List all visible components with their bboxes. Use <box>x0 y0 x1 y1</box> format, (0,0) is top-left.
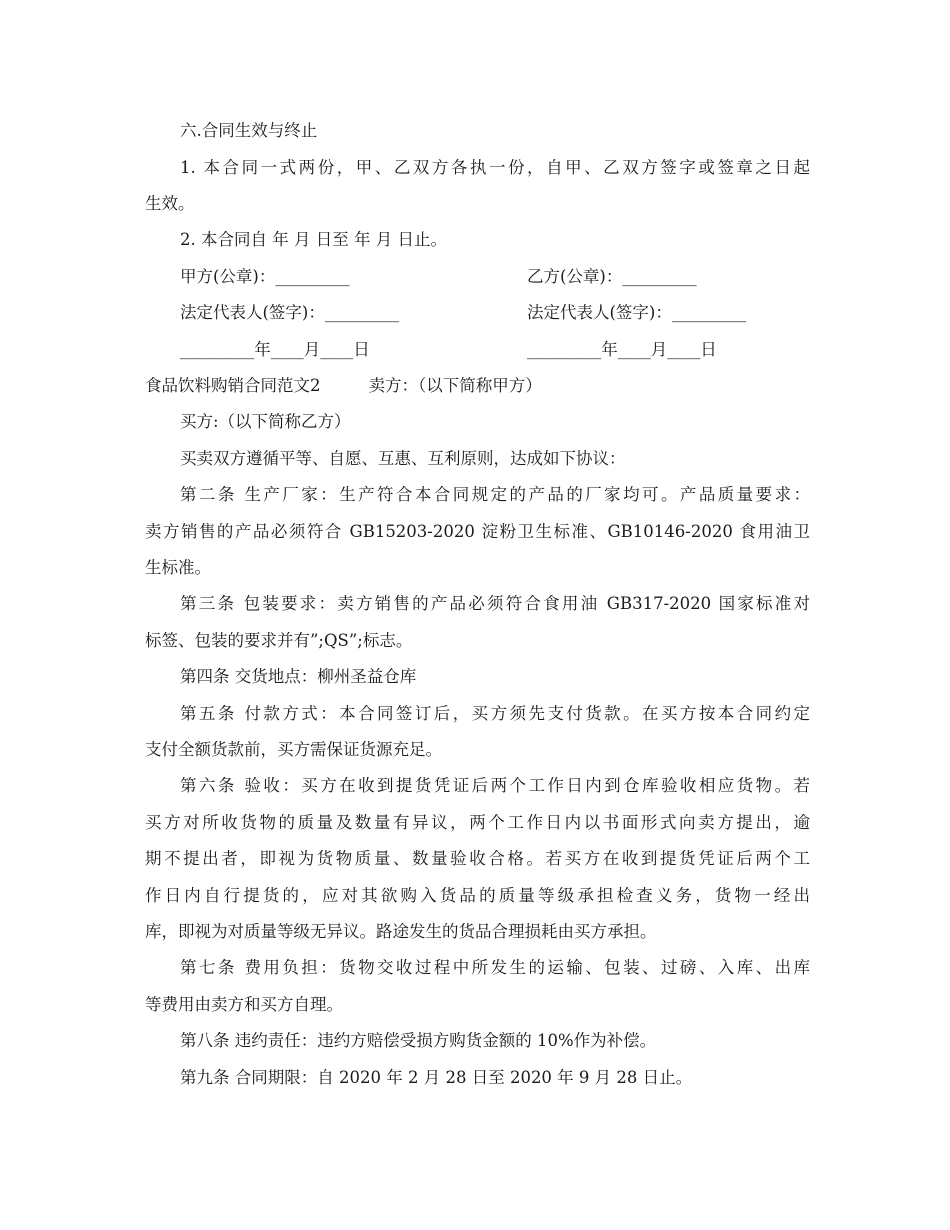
article-6-line: 期不提出者，即视为货物质量、数量验收合格。若买方在收到提货凭证后两个工 <box>145 849 810 868</box>
article-2-line: 生标准。 <box>145 558 211 577</box>
article-4-line: 第四条 交货地点：柳州圣益仓库 <box>180 667 417 686</box>
sample-title-line <box>145 375 810 397</box>
article-5-line: 第五条 付款方式：本合同签订后，买方须先支付货款。在买方按本合同约定 <box>180 704 810 723</box>
paragraph-line: 生效。 <box>145 194 195 213</box>
party-a-seal-field: 甲方(公章)：_________ <box>180 267 350 286</box>
sample-title: 食品饮料购销合同范文2 <box>145 376 321 395</box>
party-b-date-field: _________年____月____日 <box>527 340 717 359</box>
article-8-line: 第八条 违约责任：违约方赔偿受损方购货金额的 10%作为补偿。 <box>180 1031 657 1050</box>
article-2-line: 卖方销售的产品必须符合 GB15203-2020 淀粉卫生标准、GB10146-2020 食用油卫 <box>145 522 810 541</box>
article-9-line: 第九条 合同期限：自 2020 年 2 月 28 日至 2020 年 9 月 28 日止。 <box>180 1068 693 1087</box>
seller-line: 卖方：（以下简称甲方） <box>368 376 542 395</box>
buyer-line: 买方:（以下简称乙方） <box>180 412 351 431</box>
article-6-line: 作日内自行提货的，应对其欲购入货品的质量等级承担检查义务，货物一经出 <box>145 886 810 905</box>
paragraph-line: 1. 本合同一式两份，甲、乙双方各执一份，自甲、乙双方签字或签章之日起 <box>180 158 810 177</box>
party-a-date-field: _________年____月____日 <box>180 340 370 359</box>
article-7-line: 等费用由卖方和买方自理。 <box>145 995 343 1014</box>
paragraph-line: 2. 本合同自 年 月 日至 年 月 日止。 <box>180 230 447 249</box>
article-6-line: 买方对所收货物的质量及数量有异议，两个工作日内以书面形式向卖方提出，逾 <box>145 813 810 832</box>
article-3-line: 标签、包装的要求并有”;QS”;标志。 <box>145 631 413 650</box>
article-2-line: 第二条 生产厂家：生产符合本合同规定的产品的厂家均可。产品质量要求： <box>180 485 810 504</box>
party-a-rep-field: 法定代表人(签字)：_________ <box>180 303 400 322</box>
article-5-line: 支付全额货款前，买方需保证货源充足。 <box>145 740 442 759</box>
article-3-line: 第三条 包装要求：卖方销售的产品必须符合食用油 GB317-2020 国家标准对 <box>180 594 810 613</box>
section-heading: 六.合同生效与终止 <box>180 121 318 140</box>
party-b-seal-field: 乙方(公章)：_________ <box>527 267 697 286</box>
article-7-line: 第七条 费用负担：货物交收过程中所发生的运输、包装、过磅、入库、出库 <box>180 958 810 977</box>
party-b-rep-field: 法定代表人(签字)：_________ <box>527 303 747 322</box>
article-6-line: 第六条 验收：买方在收到提货凭证后两个工作日内到仓库验收相应货物。若 <box>180 776 810 795</box>
article-6-line: 库，即视为对质量等级无异议。路途发生的货品合理损耗由买方承担。 <box>145 922 657 941</box>
intro-line: 买卖双方遵循平等、自愿、互惠、互利原则，达成如下协议： <box>180 449 626 468</box>
